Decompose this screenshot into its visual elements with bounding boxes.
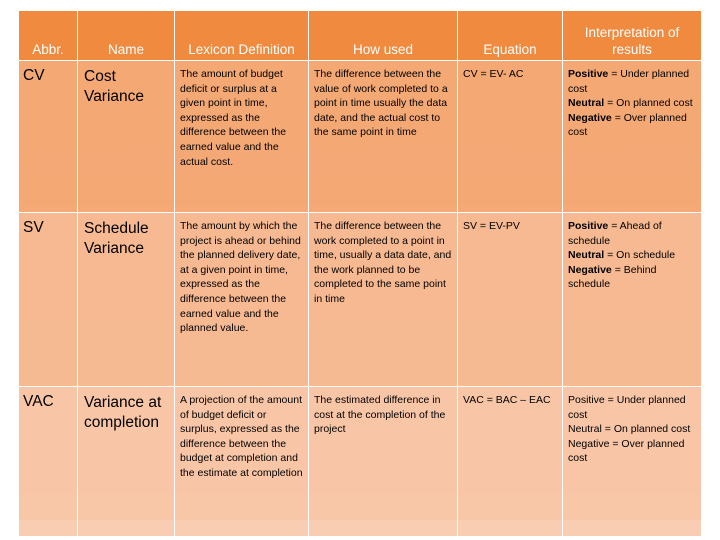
cell-abbr: SV [19,213,78,387]
variance-table-container [18,10,701,520]
interpretation-neutral: Neutral = On planned cost [568,97,693,110]
interpretation-negative: Negative = Over planned cost [568,437,685,465]
cell-equation: CV = EV- AC [458,61,563,213]
cell-how-used: The difference between the work completed to a point in time, usually a data date, and the work planned to be completed to the same point in time [309,213,458,387]
cell-interpretation [563,213,702,387]
cell-interpretation [563,387,702,537]
header-equation: Equation [458,11,563,61]
cell-equation: VAC = BAC – EAC [458,387,563,537]
table-row [19,213,702,387]
interpretation-negative: Negative = Behind schedule [568,263,657,291]
header-lexicon-definition: Lexicon Definition [175,11,309,61]
cell-lexicon-definition: A projection of the amount of budget deficit or surplus, expressed as the difference between the budget at completion and the estimate at completion [175,387,309,537]
cell-lexicon-definition: The amount of budget deficit or surplus at a given point in time, expressed as the difference between the earned value and the actual cost. [175,61,309,213]
interpretation-neutral: Neutral = On schedule [568,249,676,262]
cell-name: Schedule Variance [78,213,175,387]
interpretation-positive: Positive = Under planned cost [568,68,690,95]
cell-how-used: The difference between the value of work completed to a point in time usually the data date, and the actual cost to the same point in time [309,61,458,213]
cell-abbr: VAC [19,387,78,537]
header-how-used: How used [309,11,458,61]
cell-lexicon-definition: The amount by which the project is ahead or behind the planned delivery date, at a given point in time, expressed as the difference between the earned value and the planned value. [175,213,309,387]
interpretation-positive: Positive = Under planned cost [568,394,686,421]
variance-table [18,10,702,537]
cell-name: Variance at completion [78,387,175,537]
cell-name: Cost Variance [78,61,175,213]
header-name: Name [78,11,175,61]
cell-interpretation [563,61,702,213]
cell-how-used: The estimated difference in cost at the completion of the project [309,387,458,537]
table-row [19,61,702,213]
cell-abbr: CV [19,61,78,213]
table-row [19,387,702,537]
interpretation-positive: Positive = Ahead of schedule [568,220,662,247]
interpretation-neutral: Neutral = On planned cost [568,423,691,436]
cell-equation: SV = EV-PV [458,213,563,387]
header-interpretation: Interpretation of results [563,11,702,61]
header-abbr: Abbr. [19,11,78,61]
table-header-row [19,11,702,61]
interpretation-negative: Negative = Over planned cost [568,111,687,139]
